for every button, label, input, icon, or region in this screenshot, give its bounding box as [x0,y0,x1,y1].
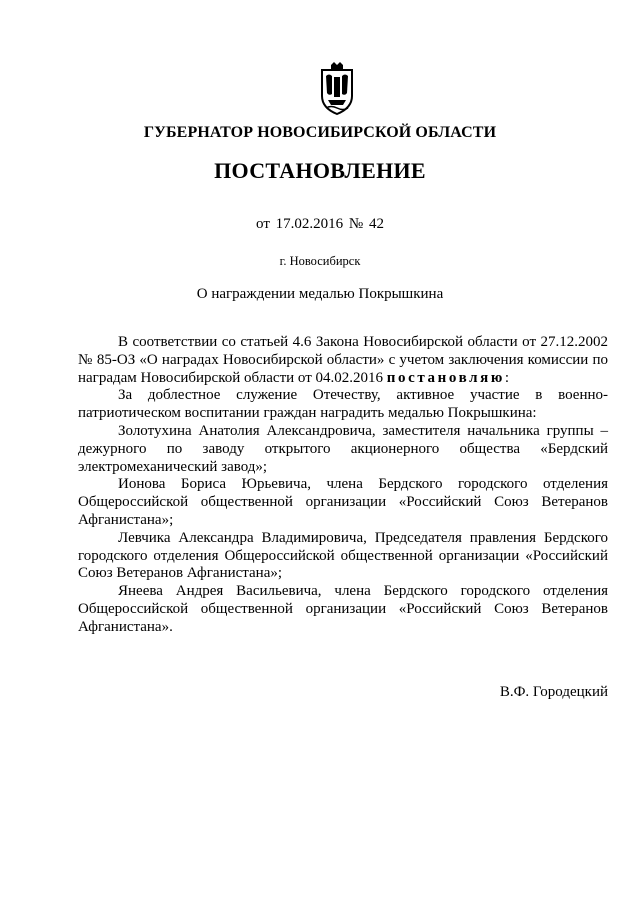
document-body [78,334,608,637]
city-line: г. Новосибирск [279,254,361,268]
coat-of-arms-icon [317,62,357,116]
paragraph-preamble [78,334,608,387]
paragraph-awardee-4: Янеева Андрея Васильевича, члена Бердского городского отделения Общероссийской общественной организации «Российский Союз Ветеранов Афганистана». [78,583,608,635]
date-number-line: от 17.02.2016 № 42 [256,216,384,232]
document-type-title: ПОСТАНОВЛЕНИЕ [214,158,426,183]
paragraph-awardee-1: Золотухина Анатолия Александровича, заместителя начальника группы – дежурного по заводу открытого акционерного общества «Бердский электромеханический завод»; [78,422,608,475]
preamble-emphasis: постановляю [386,369,505,386]
preamble-tail: : [504,369,510,386]
paragraph-awardee-3: Левчика Александра Владимировича, Председателя правления Бердского городского отделения Общероссийской общественной организации «Российский Союз Ветеранов Афганистана»; [78,529,608,582]
paragraph-awardee-2: Ионова Бориса Юрьевича, члена Бердского городского отделения Общероссийской общественной организации «Российский Союз Ветеранов Афганистана»; [78,476,608,528]
subject-line: О награждении медалью Покрышкина [196,286,444,302]
preamble-text: В соответствии со статьей 4.6 Закона Новосибирской области от 27.12.2002 № 85-ОЗ «О наградах Новосибирской области» с учетом заключения комиссии по наградам Новосибирской области от 04.02.2016 [78,334,608,386]
paragraph-award-intro: За доблестное служение Отечеству, активное участие в военно-патриотическом воспитании граждан наградить медалью Покрышкина: [78,387,608,422]
signature-name: В.Ф. Городецкий [499,684,608,700]
organization-title: ГУБЕРНАТОР НОВОСИБИРСКОЙ ОБЛАСТИ [143,124,497,141]
